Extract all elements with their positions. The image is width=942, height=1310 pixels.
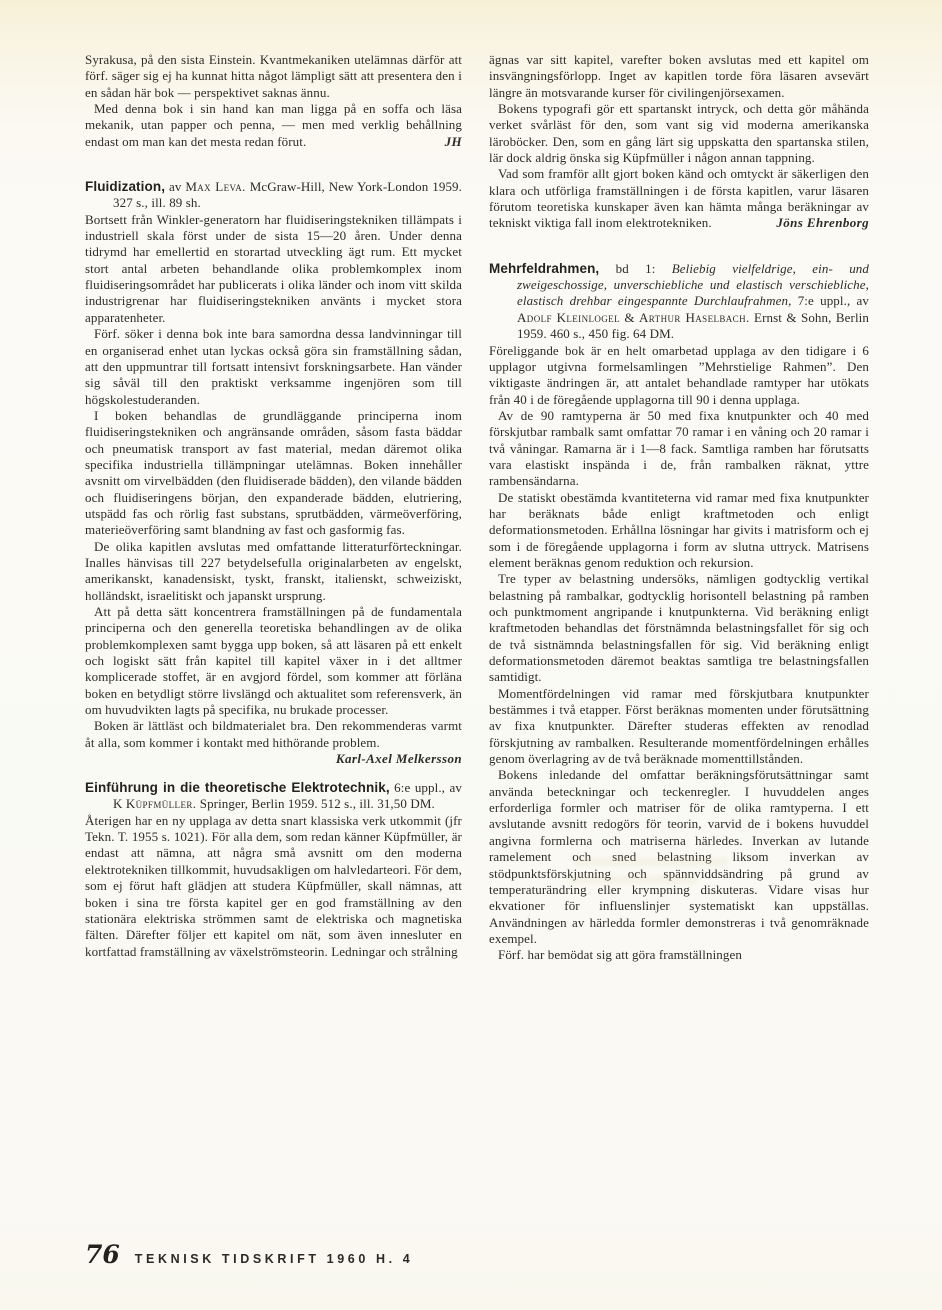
left-column [85,52,462,964]
reviewer-signature: Jöns Ehrenborg [776,215,869,231]
book-title: Fluidization, [85,179,166,195]
reviewer-signature: JH [444,133,462,149]
book-entry-text: 7:e uppl., av [791,293,869,309]
body-paragraph: Att på detta sätt koncentrera framställningen på de fundamentala principerna och den generella teoretiska behandlingen av de olika problemkomplexen samt bygga upp boken, så att läsaren på ett enkelt och logiskt sätt från kapitel till kapitel växer in i det alltmer komplicerade stoffet, är en avgjord fördel, som kommer att förläna boken en betydligt större livslängd och aktualitet som referensverk, än om huvudvikten lagts på specifika, nu brukade processer. [85,604,462,718]
book-entry-text: bd 1: [599,260,672,276]
book-entry-text: Beliebig vielfeldrige, ein- und zweigeschossige, unverschiebliche und elastisch verschiebliche, elastisch drehbar eingespannte Durchlaufrahmen, [517,260,870,309]
body-paragraph: Förf. har bemödat sig att göra framställningen [498,947,742,963]
body-paragraph: De olika kapitlen avslutas med omfattande litteraturförteckningar. Inalles hänvisas till 227 betydelsefulla originalarbeten av engelskt, amerikanskt, kanadensiskt, tyskt, franskt, italienskt, schweiziskt, holländskt, israelitiskt och japanskt ursprung. [85,538,462,603]
body-paragraph: Vad som framför allt gjort boken känd och omtyckt är säkerligen den klara och utförliga framställningen i de första kapitlen, varur läsaren förutom teoretiska kunskaper även kan hämta många beräkningar av tekniskt viktiga fall inom elektrotekniken. Jöns Ehrenborg [489,166,869,231]
body-paragraph: Föreliggande bok är en helt omarbetad upplaga av den tidigare i 6 upplagor utgivna formelsamlingen ”Mehrstielige Rahmen”. Den viktigaste ändringen är, att antalet behandlade ramtyper har utökats från 40 i de föregående upplagorna till 90 i denna upplaga. [489,342,869,407]
book-entry-text: Arthur Haselbach. [639,309,750,325]
book-entry-text: Springer, Berlin 1959. 512 s., ill. 31,50 DM. [196,796,435,812]
book-entry-text: Max Leva. [185,179,246,195]
body-paragraph: Tre typer av belastning undersöks, nämligen godtycklig vertikal belastning på rambalkar, godtycklig horisontell belastning på ramben och punktmoment angripande i knutpunkterna. Vid beräkning enligt kraftmetoden behandlas det förstnämnda belastningsfallet för sig och de två sistnämnda belastningsfallen för sig. Vid beräkning enligt deformationsmetoden däremot beaktas samtliga tre belastningsfallen samtidigt. [489,571,869,685]
right-column [489,52,869,964]
body-paragraph: Av de 90 ramtyperna är 50 med fixa knutpunkter och 40 med förskjutbar rambalk samt omfattar 70 ramar i en våning och 20 ramar i två våningar. Ramarna är i 1—8 fack. Samtliga ramben har förutsatts vara elastiskt inspända i de, från rambalken räknat, yttre rambensändarna. [489,407,869,489]
book-entry-text: 6:e uppl., av K [113,780,462,812]
book-entry-heading [489,261,869,343]
body-paragraph: Bokens typografi gör ett spartanskt intryck, och detta gör måhända verket svårläst för den, som vant sig vid moderna amerikanska läroböcker. Den, som en gång lärt sig uppskatta den spartanska stilen, lär dock aldrig önska sig Küpfmüller i någon annan tappning. [489,101,869,166]
book-title: Einführung in die theoretische Elektrotechnik, [85,780,390,796]
body-paragraph: Bokens inledande del omfattar beräkningsförutsättningar samt använda beteckningar och teckenregler. I huvuddelen anges erforderliga formler och matriser för de olika ramtyperna. I ett avslutande avsnitt redogörs för teorin, varvid de i bokens huvuddel angivna formlerna och matriserna härledes. Inverkan av lutande ramelement och sned belastning liksom inverkan av stödpunktsförskjutning och spännviddsändring på grund av temperaturändring eller krympning diskuteras. Vidare visas hur ekvationer för influenslinjer systematiskt kan uppställas. Användningen av härledda formler demonstreras i två genomräknade exempel. [489,767,869,946]
body-paragraph: Med denna bok i sin hand kan man ligga på en soffa och läsa mekanik, utan papper och penna, — men med verklig behållning endast om man kan det mesta redan förut. JH [85,101,462,149]
book-entry-heading [85,780,462,813]
book-entry-heading [85,179,462,212]
text-columns [85,52,869,964]
body-paragraph: Momentfördelningen vid ramar med förskjutbara knutpunkter bestämmes i två etapper. Först beräknas momenten under förutsättning av fixa knutpunkter. Därefter studeras effekten av renodlad förskjutning av rambalken. Resulterande momentfördelningen erhålles genom överlagring av de två beräknade momenttillstånden. [489,685,869,767]
book-entry-text: Ernst & Sohn, Berlin 1959. 460 s., 450 fig. 64 DM. [517,309,869,342]
book-entry-text: av [165,179,186,195]
journal-title: TEKNISK TIDSKRIFT 1960 H. 4 [134,1252,414,1266]
body-paragraph: Bortsett från Winkler-generatorn har fluidiseringstekniken tillämpats i industriell skala först under de sista 15—20 åren. Under denna tidrymd har emellertid en storartad utveckling ägt rum. Ett mycket stort antal arbeten behandlande olika problemkomplex inom fluidiseringsområdet har publicerats i olika länder och inom vitt skilda industrigrenar har fluidiseringstekniken använts i mycket stora apparatenheter. [85,211,462,325]
reviewer-signature: Karl-Axel Melkersson [335,751,462,767]
body-paragraph: Boken är lättläst och bildmaterialet bra. Den rekommenderas varmt åt alla, som kommer i kontakt med hithörande problem. Karl-Axel Melkersson [85,718,462,767]
page-number: 76 [85,1240,120,1269]
body-paragraph: De statiskt obestämda kvantiteterna vid ramar med fixa knutpunkter har beräknats både enligt kraftmetoden och enligt deformationsmetoden. Erhållna lösningar har givits i matrisform och ej som i de föregående upplagorna i form av slutna uttryck. Matrisens element beräknas genom reduktion och rekursion. [489,489,869,570]
book-entry-text: & [619,309,640,325]
book-title: Mehrfeldrahmen, [489,260,600,276]
body-paragraph: Återigen har en ny upplaga av detta snart klassiska verk utkommit (jfr Tekn. T. 1955 s. 1021). För alla dem, som redan känner Küpfmüller, är endast att nämna, att några små avsnitt om den moderna elektrotekniken tillkommit, huvudsakligen om halvledarteori. För dem, som ej förut haft glädjen att studera Küpfmüller, skall nämnas, att boken i sina tre första kapitel ger en god framställning av den stationära elektriska strömmen samt de elektriska och magnetiska fälten. Därefter följer ett kapitel om nät, som även innesluter en kortfattad framställning av växelströmsteorin. Ledningar och strålning [85,812,462,959]
book-entry-text: Adolf Kleinlogel [517,309,620,325]
body-paragraph: Förf. söker i denna bok inte bara samordna dessa landvinningar till en organiserad enhet utan lyckas också göra sin framställning sådan, att den uppmuntrar till fortsatt intensivt forskningsarbete. Han vänder sig såväl till den praktiskt verksamme ingenjören som till högskolestuderanden. [85,326,462,407]
body-paragraph: ägnas var sitt kapitel, varefter boken avslutas med ett kapitel om insvängningsförlopp. Inget av kapitlen torde föra läsaren avsevärt längre än motsvarande kurser för civilingenjörsexamen. [489,52,869,100]
book-entry-text: Küpfmüller. [125,796,197,812]
body-paragraph: Syrakusa, på den sista Einstein. Kvantmekaniken utelämnas därför att förf. säger sig ej ha kunnat hitta något lämpligt sätt att presentera den i en sådan här bok — perspektivet saknas ännu. [85,52,462,100]
page-footer [85,1240,413,1269]
book-entry-text: McGraw-Hill, New York-London 1959. 327 s., ill. 89 sh. [113,179,462,211]
body-paragraph: I boken behandlas de grundläggande principerna inom fluidiseringstekniken och angränsande områden, såsom fasta bäddar och pneumatisk transport av fast material, medan däremot olika specifika industriella tillämpningar utelämnas. Boken innehåller avsnitt om virvelbädden (den fluidiserade bädden), den vilande bädden och fluidiseringens början, den expanderade bädden, elutriering, utspädd fas och rörlig fast substans, sprutbädden, värmeöverföring, materieöverföring samt blandning av fast och gasformig fas. [85,407,462,538]
